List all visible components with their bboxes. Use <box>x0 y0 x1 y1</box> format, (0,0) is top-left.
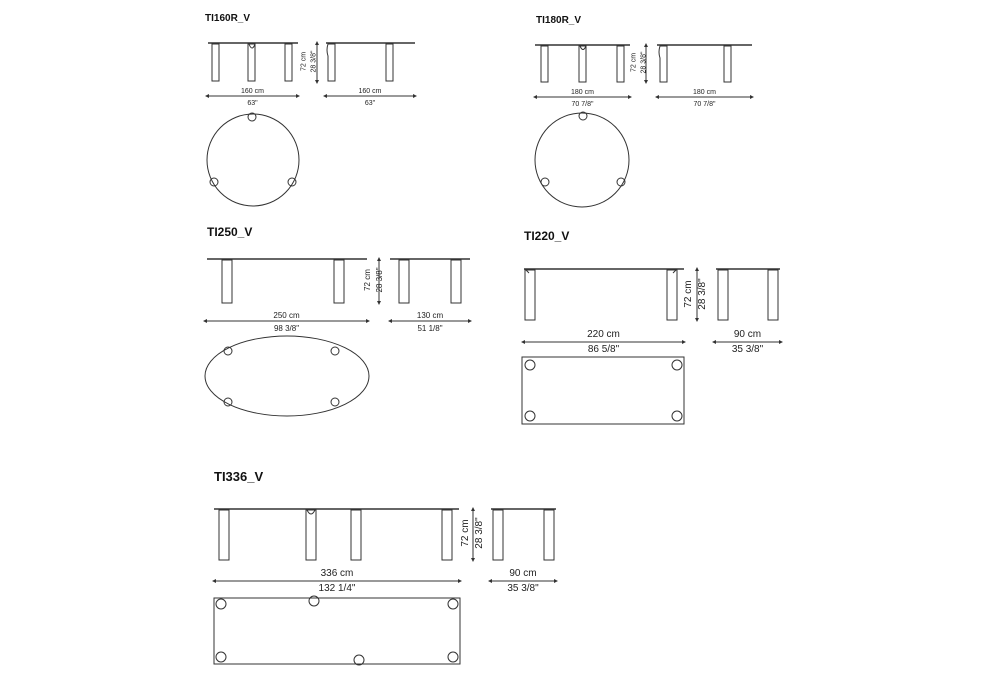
ti250-length-cm: 250 cm <box>273 311 300 320</box>
ti336-length-cm: 336 cm <box>320 568 354 579</box>
ti160r-width-cm: 160 cm <box>358 88 382 95</box>
ti336-front-elevation <box>214 509 459 560</box>
model-title-ti180r: TI180R_V <box>536 15 582 26</box>
ti250-height-cm: 72 cm <box>363 269 372 291</box>
ti250-width-in: 51 1/8" <box>417 324 443 333</box>
ti336-side-elevation <box>491 509 556 560</box>
ti160r-width-in: 63" <box>364 100 376 107</box>
ti336-length-in: 132 1/4" <box>318 583 356 594</box>
ti220-side-elevation <box>716 269 780 320</box>
ti220-length-cm: 220 cm <box>587 329 620 340</box>
ti220-plan-view <box>522 357 684 424</box>
ti160r-height-cm: 72 cm <box>300 51 308 72</box>
ti336-width-in: 35 3/8" <box>507 583 539 594</box>
ti220-width-in: 35 3/8" <box>731 344 764 355</box>
ti180r-width-in: 70 7/8" <box>693 101 716 108</box>
model-title-ti336: TI336_V <box>214 469 264 484</box>
ti336-plan-view <box>214 596 460 665</box>
ti180r-height-in: 28 3/8" <box>640 51 648 74</box>
ti180r-length-in: 70 7/8" <box>571 101 594 108</box>
ti180r-height-cm: 72 cm <box>630 52 638 73</box>
ti250-side-elevation <box>390 259 470 303</box>
ti180r-plan-view <box>535 112 629 207</box>
ti180r-side-elevation <box>657 45 752 82</box>
ti250-plan-view <box>205 336 369 416</box>
ti160r-front-elevation <box>208 43 298 81</box>
ti336-width-cm: 90 cm <box>509 568 537 579</box>
ti180r-width-cm: 180 cm <box>693 89 716 96</box>
ti250-length-in: 98 3/8" <box>273 324 300 333</box>
ti250-width-cm: 130 cm <box>416 311 444 320</box>
ti160r-height-in: 28 3/8" <box>310 50 318 73</box>
ti220-height-in: 28 3/8" <box>697 278 708 310</box>
ti160r-plan-view <box>207 113 299 206</box>
ti220-width-cm: 90 cm <box>733 329 762 340</box>
ti160r-length-cm: 160 cm <box>241 88 264 95</box>
ti336-height-in: 28 3/8" <box>474 517 485 549</box>
model-title-ti250: TI250_V <box>207 225 253 239</box>
ti250-height-in: 28 3/8" <box>375 267 384 293</box>
ti250-front-elevation <box>207 259 367 303</box>
ti336-height-cm: 72 cm <box>460 519 471 547</box>
ti220-height-cm: 72 cm <box>683 280 694 308</box>
model-title-ti220: TI220_V <box>524 229 570 243</box>
ti220-length-in: 86 5/8" <box>587 344 620 355</box>
ti220-front-elevation <box>524 269 684 320</box>
ti160r-side-elevation <box>326 43 415 81</box>
model-title-ti160r: TI160R_V <box>205 13 251 24</box>
ti180r-front-elevation <box>535 45 630 82</box>
ti180r-length-cm: 180 cm <box>571 89 594 96</box>
ti160r-length-in: 63" <box>247 100 258 107</box>
